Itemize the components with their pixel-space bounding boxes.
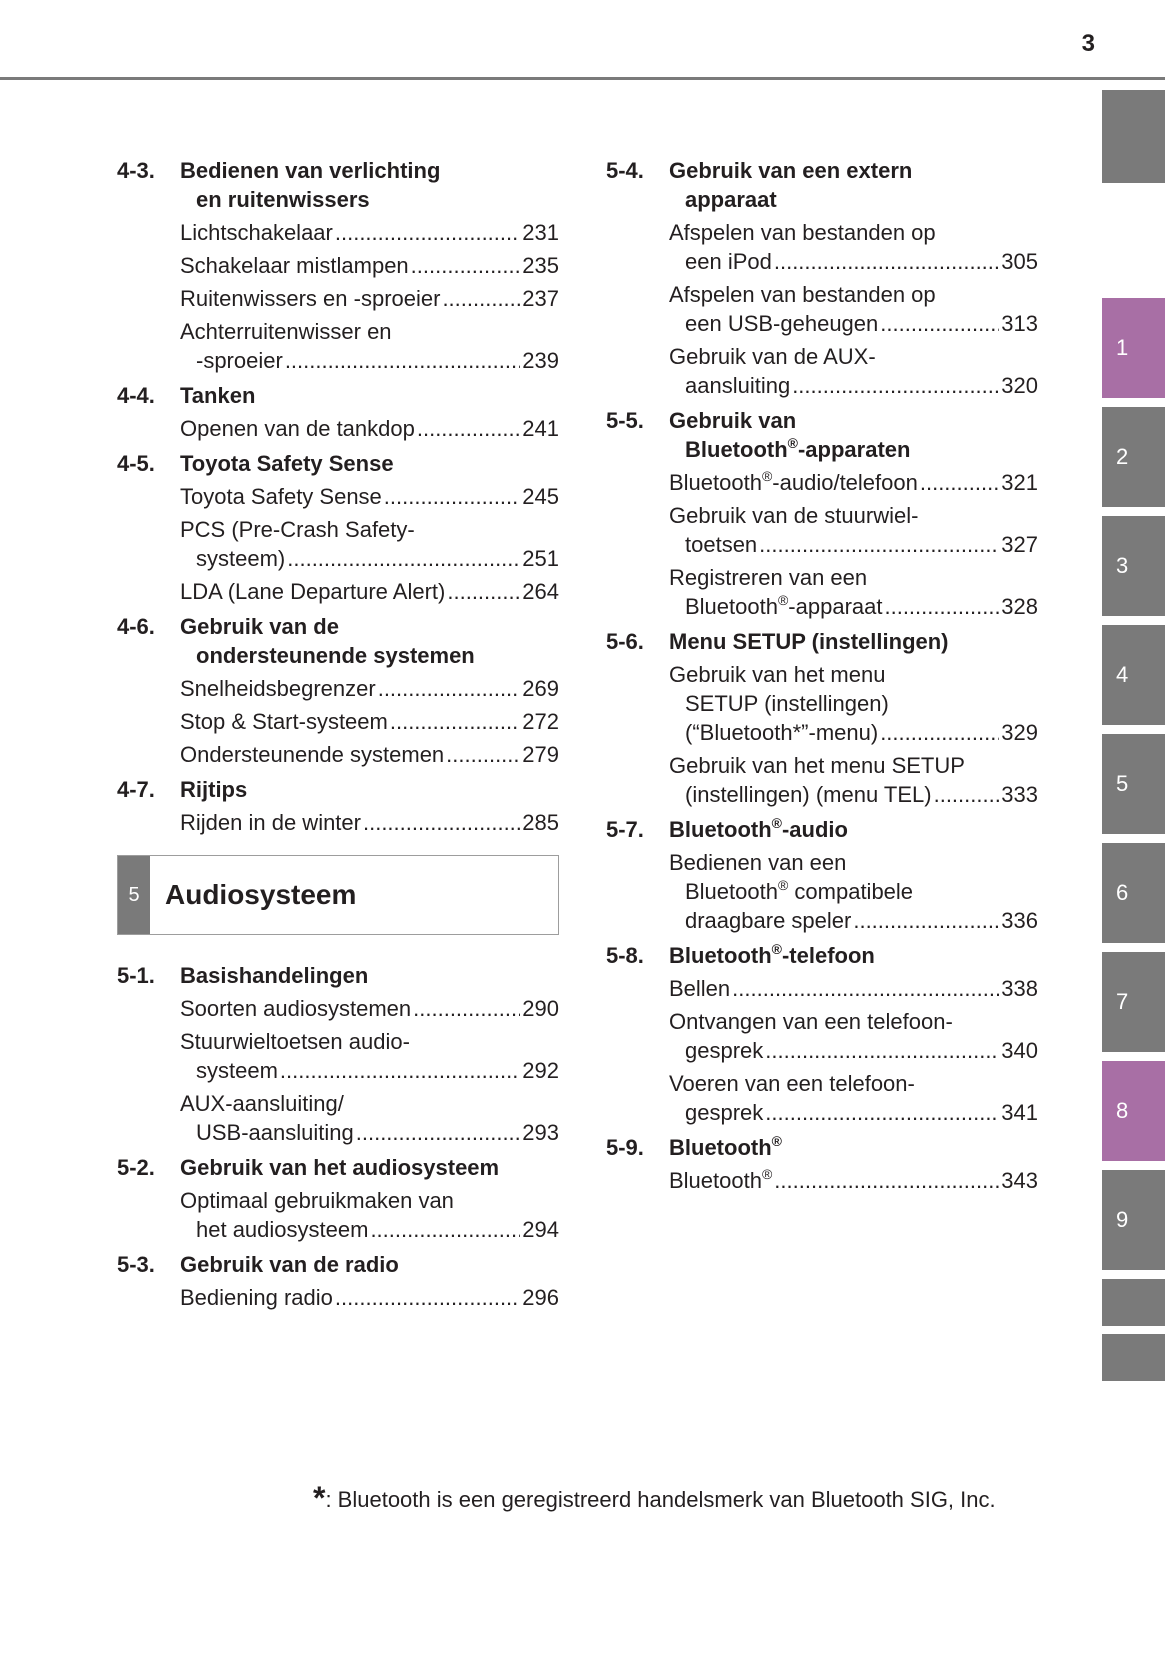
entry-line <box>669 877 1038 906</box>
entry-label: Openen van de tankdop <box>180 416 415 441</box>
dot-leader <box>765 1036 999 1065</box>
section-title <box>180 449 559 478</box>
registered-mark: ® <box>761 468 773 484</box>
section-heading[interactable] <box>606 406 1038 464</box>
entry-line <box>669 592 1038 621</box>
page-ref: 343 <box>1001 1168 1038 1193</box>
toc-entry[interactable] <box>117 577 559 606</box>
entry-line <box>669 689 1038 718</box>
toc-entry[interactable] <box>606 468 1038 497</box>
section-title <box>669 406 1038 464</box>
dot-leader <box>446 740 520 769</box>
entry-line <box>180 284 559 313</box>
registered-mark: ® <box>771 1133 782 1149</box>
entry-line <box>180 1027 559 1056</box>
chapter-tab-blank[interactable] <box>1102 1334 1165 1381</box>
chapter-tab-7[interactable]: 7 <box>1102 952 1165 1052</box>
toc-entry[interactable] <box>117 674 559 703</box>
section-number: 5-2. <box>117 1155 155 1180</box>
entry-line <box>180 577 559 606</box>
entry-line <box>180 482 559 511</box>
page-ref: 235 <box>522 253 559 278</box>
entry-label: PCS (Pre-Crash Safety- <box>180 517 415 542</box>
toc-entry[interactable] <box>117 1027 559 1085</box>
section-title-line: Rijtips <box>180 777 248 802</box>
toc-entry[interactable] <box>117 1186 559 1244</box>
dot-leader <box>792 371 999 400</box>
toc-entry[interactable] <box>117 808 559 837</box>
page-ref: 231 <box>522 220 559 245</box>
entry-label: het audiosysteem <box>196 1217 369 1242</box>
section-title <box>180 1153 559 1182</box>
chapter-title: Audiosysteem <box>165 879 357 910</box>
entry-label: USB-aansluiting <box>196 1120 354 1145</box>
entry-line <box>669 780 1038 809</box>
entry-label: SETUP (instellingen) <box>685 691 889 716</box>
registered-mark: ® <box>777 877 789 893</box>
page-ref: 279 <box>522 742 559 767</box>
entry-line <box>669 974 1038 1003</box>
entry-line <box>669 218 1038 247</box>
entry-label: (instellingen) (menu TEL) <box>685 782 932 807</box>
registered-mark: ® <box>771 815 782 831</box>
chapter-tab-3[interactable]: 3 <box>1102 516 1165 616</box>
toc-section <box>606 406 1038 621</box>
page-ref: 269 <box>522 676 559 701</box>
section-heading[interactable] <box>117 961 559 990</box>
page-ref: 341 <box>1001 1100 1038 1125</box>
section-title-line: Gebruik van <box>669 408 797 433</box>
page-ref: 328 <box>1001 594 1038 619</box>
entry-label: Voeren van een telefoon- <box>669 1071 915 1096</box>
chapter-tab-1[interactable]: 1 <box>1102 298 1165 398</box>
page-ref: 329 <box>1001 720 1038 745</box>
entry-line <box>180 707 559 736</box>
toc-section <box>606 627 1038 809</box>
page-ref: 296 <box>522 1285 559 1310</box>
entry-line <box>669 848 1038 877</box>
entry-label: Ontvangen van een telefoon- <box>669 1009 953 1034</box>
section-title-line: apparaat <box>685 187 777 212</box>
section-title <box>180 156 559 214</box>
section-number: 5-7. <box>606 817 644 842</box>
entry-label: een iPod <box>685 249 772 274</box>
page-ref: 336 <box>1001 908 1038 933</box>
toc-entry[interactable] <box>606 974 1038 1003</box>
chapter-tab-8[interactable]: 8 <box>1102 1061 1165 1161</box>
entry-label: AUX-aansluiting/ <box>180 1091 344 1116</box>
toc-entry[interactable] <box>117 317 559 375</box>
dot-leader <box>880 309 999 338</box>
entry-label: Toyota Safety Sense <box>180 484 382 509</box>
section-number: 4-7. <box>117 777 155 802</box>
section-number: 4-4. <box>117 383 155 408</box>
entry-line <box>669 501 1038 530</box>
entry-label: gesprek <box>685 1038 764 1063</box>
entry-label: Soorten audiosystemen <box>180 996 412 1021</box>
entry-label: draagbare speler <box>685 908 852 933</box>
section-title-line: Bluetooth® <box>669 1133 782 1160</box>
dot-leader <box>285 346 520 375</box>
section-title-line: Toyota Safety Sense <box>180 451 394 476</box>
page-ref: 290 <box>522 996 559 1021</box>
page-ref: 292 <box>522 1058 559 1083</box>
dot-leader <box>759 530 999 559</box>
entry-label: gesprek <box>685 1100 764 1125</box>
page-ref: 245 <box>522 484 559 509</box>
entry-label: Bluetooth®-audio/telefoon <box>669 468 918 495</box>
page-ref: 313 <box>1001 311 1038 336</box>
dot-leader <box>442 284 520 313</box>
dot-leader <box>356 1118 521 1147</box>
section-heading[interactable] <box>117 1153 559 1182</box>
entry-line <box>669 530 1038 559</box>
section-title <box>180 961 559 990</box>
entry-line <box>180 994 559 1023</box>
section-number: 5-5. <box>606 408 644 433</box>
dot-leader <box>363 808 520 837</box>
entry-label: Gebruik van de stuurwiel- <box>669 503 919 528</box>
toc-section <box>117 156 559 375</box>
footnote <box>313 1480 996 1517</box>
dot-leader <box>413 994 520 1023</box>
page-ref: 272 <box>522 709 559 734</box>
section-heading[interactable] <box>117 612 559 670</box>
entry-line <box>669 309 1038 338</box>
toc-entry[interactable] <box>606 660 1038 747</box>
entry-line <box>669 1166 1038 1195</box>
entry-label: Ondersteunende systemen <box>180 742 445 767</box>
section-heading[interactable] <box>606 1133 1038 1162</box>
section-title <box>669 815 1038 844</box>
entry-label: Bedienen van een <box>669 850 847 875</box>
entry-label: Gebruik van het menu <box>669 662 886 687</box>
chapter-tab-6[interactable]: 6 <box>1102 843 1165 943</box>
entry-line <box>180 544 559 573</box>
section-title <box>669 941 1038 970</box>
toc-entry[interactable] <box>117 1089 559 1147</box>
chapter-tab-9[interactable]: 9 <box>1102 1170 1165 1270</box>
dot-leader <box>378 674 521 703</box>
entry-label: Schakelaar mistlampen <box>180 253 409 278</box>
section-title-line: en ruitenwissers <box>196 187 370 212</box>
section-number: 5-4. <box>606 158 644 183</box>
dot-leader <box>335 218 520 247</box>
toc-section <box>117 1153 559 1244</box>
dot-leader <box>447 577 520 606</box>
toc-entry[interactable] <box>117 284 559 313</box>
toc-entry[interactable] <box>117 515 559 573</box>
entry-line <box>669 660 1038 689</box>
toc-entry[interactable] <box>606 1166 1038 1195</box>
entry-label: Stop & Start-systeem <box>180 709 388 734</box>
page-ref: 333 <box>1001 782 1038 807</box>
entry-line <box>180 251 559 280</box>
toc-section <box>606 815 1038 935</box>
section-title <box>180 1250 559 1279</box>
entry-line <box>669 1069 1038 1098</box>
entry-line <box>669 751 1038 780</box>
page-ref: 285 <box>522 810 559 835</box>
dot-leader <box>280 1056 520 1085</box>
registered-mark: ® <box>777 592 789 608</box>
entry-line <box>180 1089 559 1118</box>
toc-entry[interactable] <box>117 414 559 443</box>
registered-mark: ® <box>761 1166 773 1182</box>
entry-line <box>669 280 1038 309</box>
dot-leader <box>765 1098 999 1127</box>
chapter-tab-blank[interactable] <box>1102 1279 1165 1326</box>
section-title-line: Menu SETUP (instellingen) <box>669 629 949 654</box>
page-ref: 305 <box>1001 249 1038 274</box>
registered-mark: ® <box>787 435 798 451</box>
section-number: 4-5. <box>117 451 155 476</box>
section-number: 5-3. <box>117 1252 155 1277</box>
page-ref: 294 <box>522 1217 559 1242</box>
entry-line <box>180 674 559 703</box>
page-ref: 264 <box>522 579 559 604</box>
toc-left-column <box>117 150 559 1312</box>
entry-label: aansluiting <box>685 373 791 398</box>
toc-entry[interactable] <box>117 1283 559 1312</box>
entry-line <box>669 468 1038 497</box>
entry-label: toetsen <box>685 532 758 557</box>
section-number: 5-6. <box>606 629 644 654</box>
entry-line <box>669 1007 1038 1036</box>
section-heading[interactable] <box>606 815 1038 844</box>
toc-entry[interactable] <box>606 751 1038 809</box>
section-heading[interactable] <box>117 381 559 410</box>
page-ref: 251 <box>522 546 559 571</box>
entry-line <box>180 1056 559 1085</box>
entry-label: Afspelen van bestanden op <box>669 220 936 245</box>
entry-line <box>180 414 559 443</box>
chapter-tab-4[interactable]: 4 <box>1102 625 1165 725</box>
entry-label: Optimaal gebruikmaken van <box>180 1188 454 1213</box>
toc-section <box>606 941 1038 1127</box>
entry-label: systeem) <box>196 546 286 571</box>
page-ref: 320 <box>1001 373 1038 398</box>
entry-label: Bellen <box>669 976 731 1001</box>
toc-entry[interactable] <box>606 1007 1038 1065</box>
toc-entry[interactable] <box>606 218 1038 276</box>
section-title-line: Gebruik van een extern <box>669 158 913 183</box>
toc-entry[interactable] <box>117 707 559 736</box>
dot-leader <box>370 1215 520 1244</box>
section-title <box>180 775 559 804</box>
page-ref: 241 <box>522 416 559 441</box>
entry-label: Gebruik van het menu SETUP <box>669 753 965 778</box>
entry-line <box>180 346 559 375</box>
entry-label: Bediening radio <box>180 1285 333 1310</box>
entry-line <box>180 1186 559 1215</box>
section-title-line: Gebruik van de radio <box>180 1252 399 1277</box>
entry-line <box>180 808 559 837</box>
section-title-line: Gebruik van het audiosysteem <box>180 1155 500 1180</box>
dot-leader <box>884 592 999 621</box>
dot-leader <box>934 780 1000 809</box>
entry-line <box>180 740 559 769</box>
dot-leader <box>880 718 999 747</box>
toc-section <box>117 449 559 606</box>
entry-line <box>180 515 559 544</box>
toc-section <box>606 156 1038 400</box>
toc-entry[interactable] <box>606 342 1038 400</box>
dot-leader <box>411 251 521 280</box>
section-title-line: Gebruik van de <box>180 614 339 639</box>
section-heading[interactable] <box>606 941 1038 970</box>
toc-section <box>117 961 559 1147</box>
toc-section <box>117 612 559 769</box>
entry-label: (“Bluetooth*”-menu) <box>685 720 879 745</box>
entry-line <box>180 218 559 247</box>
entry-label: Bluetooth® compatibele <box>685 877 914 904</box>
section-heading[interactable] <box>117 1250 559 1279</box>
entry-line <box>669 563 1038 592</box>
section-title-line: Bluetooth®-telefoon <box>669 941 875 968</box>
entry-label: systeem <box>196 1058 278 1083</box>
page-number: 3 <box>1081 30 1095 57</box>
footnote-text: : Bluetooth is een geregistreerd handelsmerk van Bluetooth SIG, Inc. <box>325 1487 996 1512</box>
section-title <box>669 1133 1038 1162</box>
page-ref: 327 <box>1001 532 1038 557</box>
page-ref: 237 <box>522 286 559 311</box>
entry-line <box>180 1215 559 1244</box>
toc-entry[interactable] <box>606 501 1038 559</box>
toc-right-column <box>606 150 1038 1195</box>
toc-left-sections-4 <box>117 156 559 837</box>
dot-leader <box>417 414 520 443</box>
toc-section <box>117 381 559 443</box>
page-ref: 338 <box>1001 976 1038 1001</box>
entry-label: Bluetooth®-apparaat <box>685 592 883 619</box>
footnote-marker: * <box>313 1480 326 1516</box>
chapter-tab-5[interactable]: 5 <box>1102 734 1165 834</box>
entry-label: Ruitenwissers en -sproeier <box>180 286 441 311</box>
dot-leader <box>335 1283 520 1312</box>
chapter-tab-blank[interactable] <box>1102 90 1165 183</box>
entry-line <box>669 247 1038 276</box>
page-ref: 321 <box>1001 470 1038 495</box>
dot-leader <box>384 482 520 511</box>
toc-entry[interactable] <box>117 251 559 280</box>
entry-label: Bluetooth® <box>669 1166 773 1193</box>
section-title-line: Bedienen van verlichting <box>180 158 441 183</box>
entry-line <box>669 1098 1038 1127</box>
toc-section <box>117 1250 559 1312</box>
dot-leader <box>287 544 520 573</box>
entry-label: LDA (Lane Departure Alert) <box>180 579 446 604</box>
section-heading[interactable] <box>606 627 1038 656</box>
page-ref: 340 <box>1001 1038 1038 1063</box>
entry-line <box>180 1283 559 1312</box>
section-title-line: Basishandelingen <box>180 963 369 988</box>
entry-label: Achterruitenwisser en <box>180 319 392 344</box>
entry-label: een USB-geheugen <box>685 311 879 336</box>
entry-label: Rijden in de winter <box>180 810 361 835</box>
section-heading[interactable] <box>606 156 1038 214</box>
entry-label: Registreren van een <box>669 565 868 590</box>
toc-section <box>117 775 559 837</box>
entry-label: -sproeier <box>196 348 283 373</box>
entry-line <box>669 718 1038 747</box>
section-title <box>669 627 1038 656</box>
dot-leader <box>774 247 999 276</box>
toc-entry[interactable] <box>606 280 1038 338</box>
dot-leader <box>920 468 999 497</box>
dot-leader <box>774 1166 999 1195</box>
entry-line <box>180 317 559 346</box>
entry-label: Lichtschakelaar <box>180 220 333 245</box>
entry-label: Gebruik van de AUX- <box>669 344 876 369</box>
entry-line <box>180 1118 559 1147</box>
section-title-line: Tanken <box>180 383 256 408</box>
toc-entry[interactable] <box>117 218 559 247</box>
toc-right-sections <box>606 156 1038 1195</box>
section-title-line: Bluetooth®-audio <box>669 815 848 842</box>
header-rule <box>0 77 1165 80</box>
entry-line <box>669 342 1038 371</box>
toc-left-sections-5 <box>117 961 559 1312</box>
toc-entry[interactable] <box>606 563 1038 621</box>
section-heading[interactable] <box>117 156 559 214</box>
entry-label: Afspelen van bestanden op <box>669 282 936 307</box>
chapter-number: 5 <box>118 856 150 934</box>
dot-leader <box>390 707 520 736</box>
chapter-tab-2[interactable]: 2 <box>1102 407 1165 507</box>
section-number: 5-8. <box>606 943 644 968</box>
dot-leader <box>853 906 999 935</box>
section-number: 4-6. <box>117 614 155 639</box>
section-heading[interactable] <box>117 449 559 478</box>
toc-entry[interactable] <box>606 1069 1038 1127</box>
section-title <box>180 381 559 410</box>
chapter-heading[interactable] <box>117 855 559 935</box>
toc-entry[interactable] <box>117 994 559 1023</box>
toc-entry[interactable] <box>117 740 559 769</box>
entry-line <box>669 1036 1038 1065</box>
section-title-line: ondersteunende systemen <box>196 643 475 668</box>
toc-entry[interactable] <box>606 848 1038 935</box>
section-title-line: Bluetooth®-apparaten <box>685 435 911 462</box>
page-ref: 239 <box>522 348 559 373</box>
section-number: 5-9. <box>606 1135 644 1160</box>
section-number: 4-3. <box>117 158 155 183</box>
entry-line <box>669 371 1038 400</box>
section-heading[interactable] <box>117 775 559 804</box>
toc-entry[interactable] <box>117 482 559 511</box>
entry-line <box>669 906 1038 935</box>
page-ref: 293 <box>522 1120 559 1145</box>
entry-label: Snelheidsbegrenzer <box>180 676 376 701</box>
section-title <box>669 156 1038 214</box>
registered-mark: ® <box>771 941 782 957</box>
section-number: 5-1. <box>117 963 155 988</box>
section-title <box>180 612 559 670</box>
entry-label: Stuurwieltoetsen audio- <box>180 1029 410 1054</box>
dot-leader <box>732 974 999 1003</box>
toc-section <box>606 1133 1038 1195</box>
